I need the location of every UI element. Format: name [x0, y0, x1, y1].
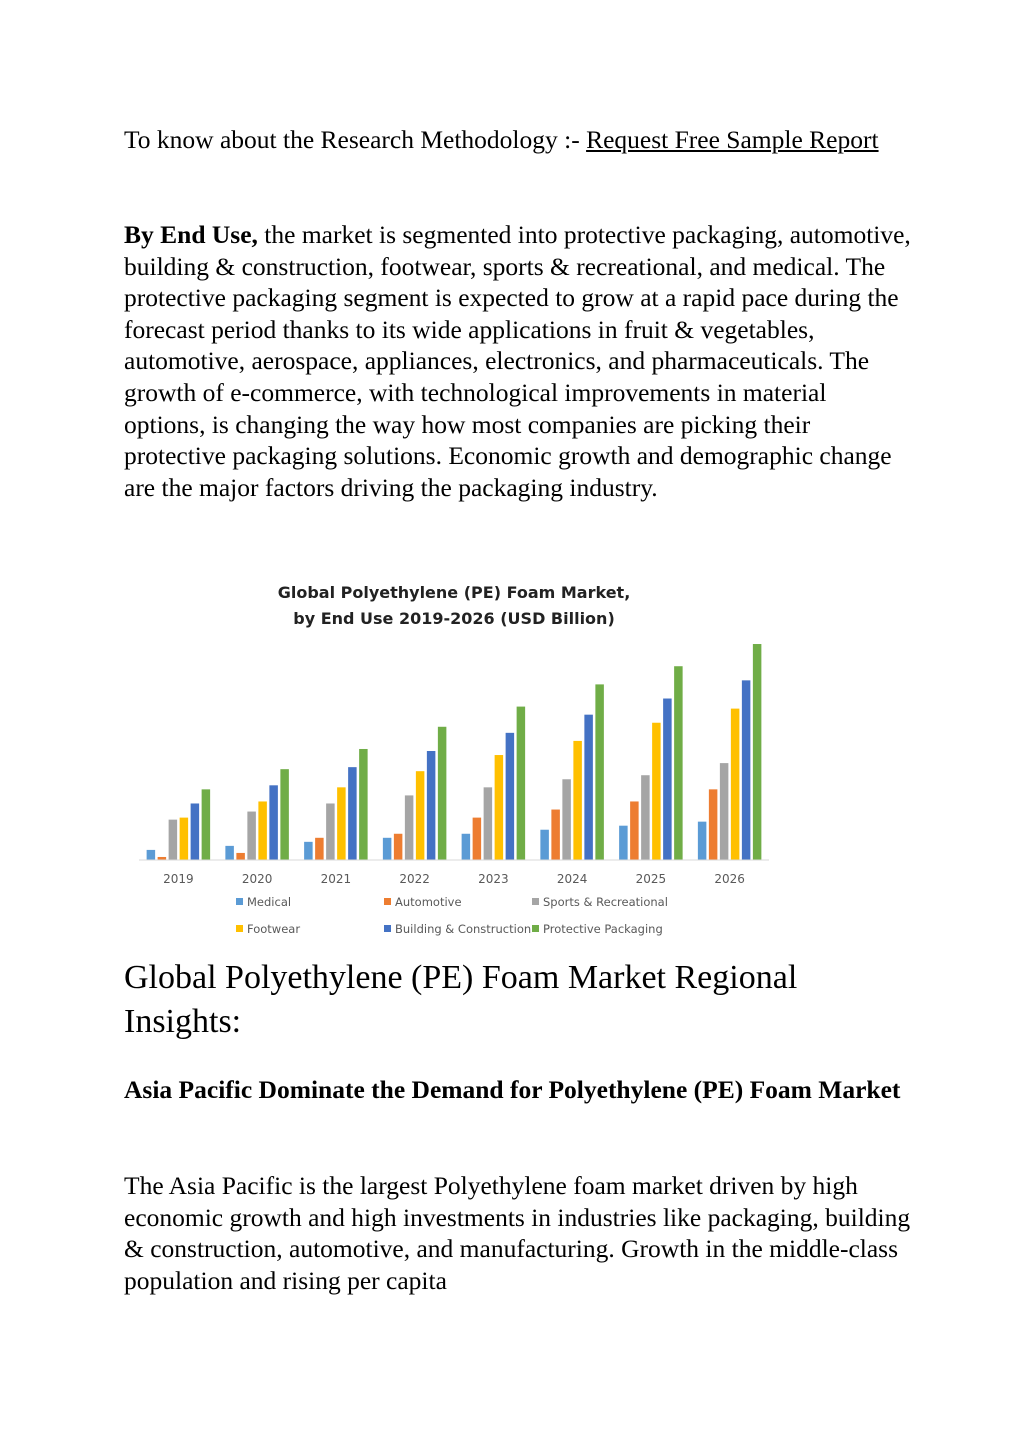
legend-label: Protective Packaging — [543, 922, 663, 936]
bar-building-construction-2026 — [742, 680, 751, 860]
bar-building-construction-2025 — [663, 699, 672, 860]
legend-label: Sports & Recreational — [543, 895, 668, 909]
bar-footwear-2025 — [652, 723, 661, 860]
bar-footwear-2022 — [416, 771, 425, 860]
chart-svg — [124, 572, 784, 952]
legend-swatch — [532, 925, 539, 932]
legend-label: Footwear — [247, 922, 301, 936]
bar-automotive-2026 — [709, 789, 718, 860]
end-use-paragraph — [124, 219, 914, 503]
request-sample-link[interactable]: Request Free Sample Report — [586, 125, 879, 154]
asia-pacific-subheading: Asia Pacific Dominate the Demand for Polyethylene (PE) Foam Market — [124, 1075, 901, 1104]
legend-swatch — [532, 898, 539, 905]
bar-medical-2024 — [540, 830, 549, 860]
x-tick-label: 2023 — [478, 872, 509, 886]
bar-protective-packaging-2026 — [753, 644, 762, 860]
bar-building-construction-2019 — [191, 803, 200, 860]
bar-sports-recreational-2023 — [484, 787, 493, 860]
x-tick-label: 2025 — [635, 872, 667, 886]
bar-building-construction-2022 — [427, 751, 436, 860]
bar-protective-packaging-2023 — [517, 707, 526, 860]
x-tick-label: 2026 — [714, 872, 745, 886]
bar-medical-2026 — [698, 822, 707, 860]
bar-automotive-2025 — [630, 801, 639, 860]
legend-label: Building & Construction — [395, 922, 532, 936]
bar-footwear-2024 — [573, 741, 582, 860]
bar-footwear-2021 — [337, 787, 346, 860]
bar-medical-2025 — [619, 826, 628, 860]
legend-swatch — [384, 925, 391, 932]
bar-building-construction-2024 — [584, 715, 593, 860]
bar-building-construction-2023 — [506, 733, 515, 860]
bar-sports-recreational-2020 — [247, 812, 256, 860]
bar-protective-packaging-2024 — [595, 684, 604, 860]
x-tick-label: 2021 — [320, 872, 352, 886]
bar-sports-recreational-2021 — [326, 803, 335, 860]
legend-label: Automotive — [395, 895, 462, 909]
bar-medical-2022 — [383, 838, 392, 860]
legend-swatch — [236, 898, 243, 905]
legend-swatch — [236, 925, 243, 932]
bar-sports-recreational-2024 — [562, 779, 571, 860]
bar-protective-packaging-2022 — [438, 727, 447, 860]
bar-medical-2021 — [304, 842, 313, 860]
bar-sports-recreational-2022 — [405, 795, 414, 860]
chart-legend — [236, 895, 668, 936]
bar-automotive-2023 — [473, 818, 482, 860]
methodology-paragraph — [124, 124, 914, 156]
bar-building-construction-2021 — [348, 767, 357, 860]
bar-footwear-2020 — [258, 801, 267, 860]
legend-label: Medical — [247, 895, 292, 909]
x-tick-label: 2022 — [399, 872, 430, 886]
x-tick-label: 2019 — [163, 872, 194, 886]
bar-footwear-2026 — [731, 709, 740, 860]
bar-footwear-2023 — [495, 755, 504, 860]
bar-automotive-2024 — [551, 810, 560, 860]
asia-pacific-paragraph: The Asia Pacific is the largest Polyethylene foam market driven by high economic growth and high investments in industries like packaging, building & construction, automotive, and manufacturing. Growth in the middle-class population and rising per capita — [124, 1171, 911, 1295]
x-tick-labels — [163, 872, 745, 886]
bar-sports-recreational-2019 — [169, 820, 178, 860]
x-tick-label: 2020 — [241, 872, 273, 886]
bar-protective-packaging-2020 — [280, 769, 289, 860]
bar-building-construction-2020 — [269, 785, 278, 860]
bar-automotive-2022 — [394, 834, 403, 860]
bar-medical-2019 — [147, 850, 156, 860]
bar-sports-recreational-2025 — [641, 775, 650, 860]
x-tick-label: 2024 — [556, 872, 588, 886]
bar-medical-2020 — [225, 846, 234, 860]
bar-automotive-2021 — [315, 838, 324, 860]
regional-heading: Global Polyethylene (PE) Foam Market Regional Insights: — [124, 959, 798, 1040]
chart-bars — [147, 644, 762, 860]
end-use-body: the market is segmented into protective packaging, automotive, building & construction, footwear, sports & recreational, and medical. The protective packaging segment is expected to grow at a rapid pace during the forecast period thanks to its wide applications in fruit & vegetables, automotive, aerospace, appliances, electronics, and pharmaceuticals. The growth of e-commerce, with technological improvements in material options, is changing the way how most companies are picking their protective packaging solutions. Economic growth and demographic change are the major factors driving the packaging industry. — [124, 220, 911, 502]
methodology-text: To know about the Research Methodology :- — [124, 125, 587, 154]
bar-automotive-2020 — [236, 853, 245, 860]
chart-title: Global Polyethylene (PE) Foam Market, — [277, 583, 631, 602]
bar-footwear-2019 — [180, 818, 189, 860]
legend-swatch — [384, 898, 391, 905]
chart-subtitle: by End Use 2019-2026 (USD Billion) — [293, 609, 615, 628]
end-use-chart — [124, 572, 784, 952]
bar-medical-2023 — [462, 834, 471, 860]
bar-sports-recreational-2026 — [720, 763, 729, 860]
end-use-lead: By End Use, — [124, 220, 258, 249]
bar-protective-packaging-2021 — [359, 749, 368, 860]
bar-protective-packaging-2025 — [674, 666, 683, 860]
bar-protective-packaging-2019 — [202, 789, 211, 860]
